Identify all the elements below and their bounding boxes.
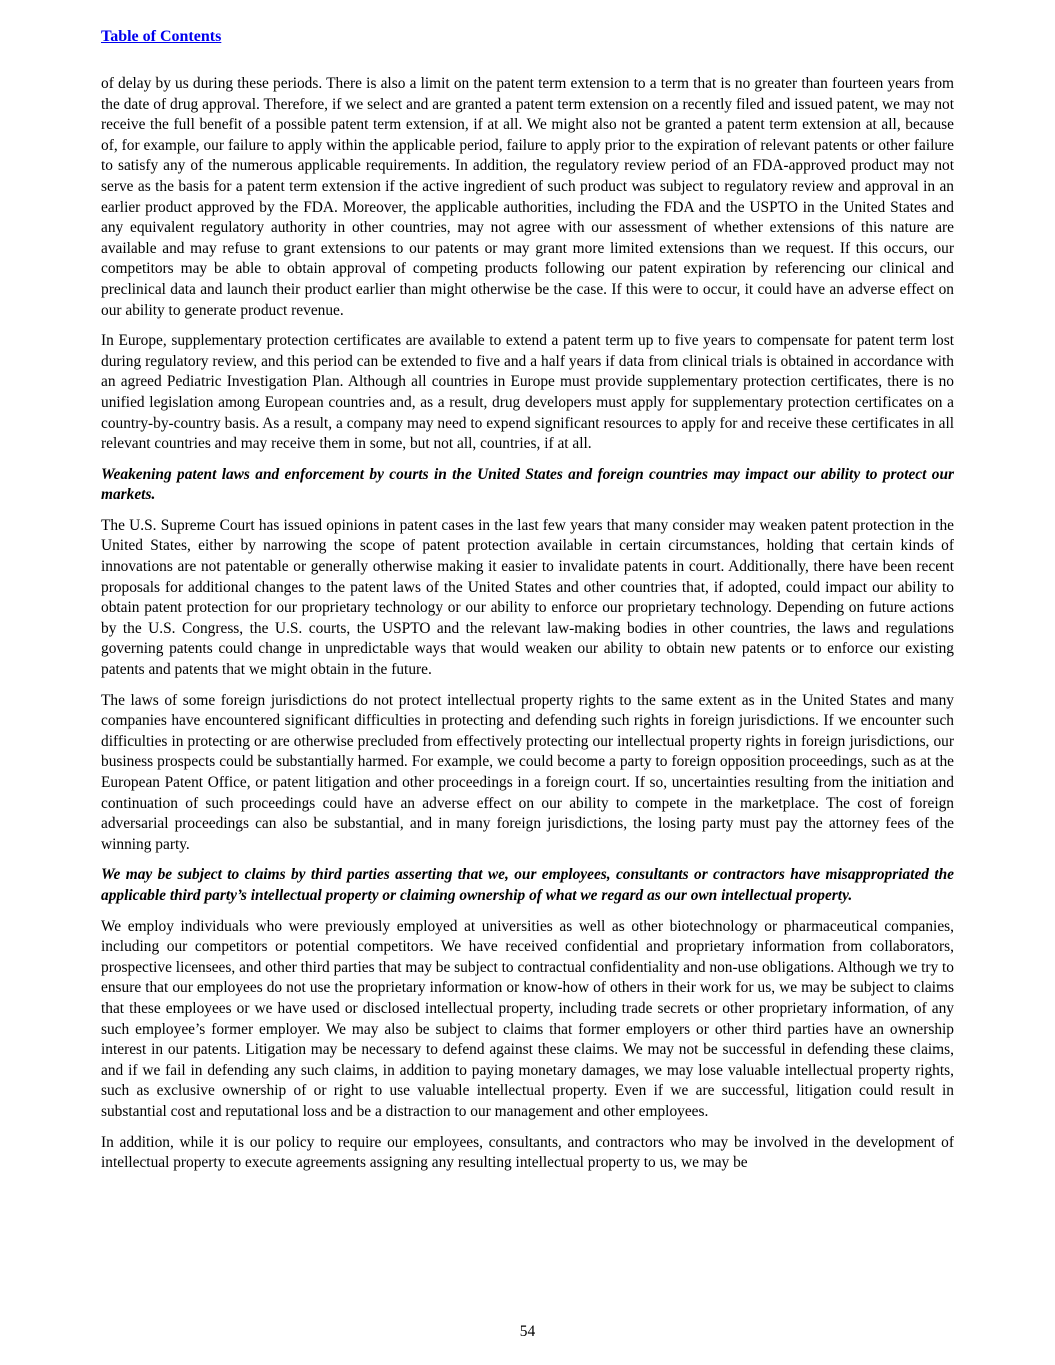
- paragraph-europe-spc: In Europe, supplementary protection certificates are available to extend a patent term up to five years to compensate for patent term lost during regulatory review, and this period can be extended to five and a half years if data from clinical trials is obtained in accordance with an agreed Pediatric Investigation Plan. Although all countries in Europe must provide supplementary protection certificates, there is no unified legislation among European countries and, as a result, drug developers must apply for supplementary protection certificates on a country-by-country basis. As a result, a company may need to expend significant resources to apply for and receive these certificates in all relevant countries and may receive them in some, but not all, countries, if at all.: [101, 332, 954, 453]
- paragraph-assignment-agreements: In addition, while it is our policy to require our employees, consultants, and contractors who may be involved in the development of intellectual property to execute agreements assigning any resulting intellectual property to us, we may be: [101, 1133, 954, 1172]
- risk-heading-weakening-patent-laws: Weakening patent laws and enforcement by courts in the United States and foreign countries may impact our ability to protect our markets.: [101, 465, 954, 504]
- paragraph-employees-claims: We employ individuals who were previously employed at universities as well as other biotechnology or pharmaceutical companies, including our competitors or potential competitors. We have received confidential and proprietary information from collaborators, prospective licensees, and other third parties that may be subject to contractual confidentiality and non-use obligations. Although we try to ensure that our employees do not use the proprietary information or know-how of others in their work for us, we may be subject to claims that these employees or we have used or disclosed intellectual property, including trade secrets or other proprietary information, of any such employee’s former employer. We may also be subject to claims that former employers or other third parties have an ownership interest in our patents. Litigation may be necessary to defend against these claims. We may not be successful in defending these claims, and if we fail in defending any such claims, in addition to paying monetary damages, we may lose valuable intellectual property rights, such as exclusive ownership of or right to use valuable intellectual property. Even if we are successful, litigation could result in substantial cost and reputational loss and be a distraction to our management and other employees.: [101, 917, 954, 1120]
- paragraph-patent-term-extension: of delay by us during these periods. There is also a limit on the patent term extension to a term that is no greater than fourteen years from the date of drug approval. Therefore, if we select and are granted a patent term extension on a recently filed and issued patent, we may not receive the full benefit of a possible patent term extension, if at all. We might also not be granted a patent term extension at all, because of, for example, our failure to apply within the applicable period, failure to apply prior to the expiration of relevant patents or other failure to satisfy any of the numerous applicable requirements. In addition, the regulatory review period of an FDA-approved product may not serve as the basis for a patent term extension if the active ingredient of such product was subject to regulatory review and approval in an earlier product approved by the FDA. Moreover, the applicable authorities, including the FDA and the USPTO in the United States and any equivalent regulatory authority in other countries, may not agree with our assessment of whether extensions of this nature are available and may refuse to grant extensions to our patents or may grant more limited extensions than we request. If this occurs, our competitors may be able to obtain approval of competing products following our patent expiration by referencing our clinical and preclinical data and launch their product earlier than might otherwise be the case. If this were to occur, it could have an adverse effect on our ability to generate product revenue.: [101, 75, 954, 319]
- page-number: 54: [519, 1323, 536, 1340]
- paragraph-foreign-jurisdictions: The laws of some foreign jurisdictions do not protect intellectual property rights to the same extent as in the United States and many companies have encountered significant difficulties in protecting and defending such rights in foreign jurisdictions. If we encounter such difficulties in protecting or are otherwise precluded from effectively protecting our intellectual property rights in foreign jurisdictions, our business prospects could be substantially harmed. For example, we could become a party to foreign opposition proceedings, such as at the European Patent Office, or patent litigation and other proceedings in a foreign court. If so, uncertainties resulting from the initiation and continuation of such proceedings could have an adverse effect on our ability to compete in the marketplace. The cost of foreign adversarial proceedings can also be substantial, and in many foreign jurisdictions, the losing party must pay the attorney fees of the winning party.: [101, 691, 954, 853]
- risk-heading-third-party-claims: We may be subject to claims by third parties asserting that we, our employees, consultants or contractors have misappropriated the applicable third party’s intellectual property or claiming ownership of what we regard as our own intellectual property.: [101, 866, 954, 904]
- document-body: [101, 74, 954, 1184]
- table-of-contents-link[interactable]: Table of Contents: [101, 28, 222, 45]
- paragraph-supreme-court: The U.S. Supreme Court has issued opinions in patent cases in the last few years that many consider may weaken patent protection in the United States, either by narrowing the scope of patent protection available in certain circumstances, holding that certain kinds of innovations are not patentable or generally otherwise making it easier to invalidate patents in court. Additionally, there have been recent proposals for additional changes to the patent laws of the United States and other countries that, if adopted, could impact our ability to obtain patent protection for our proprietary technology or our ability to enforce our proprietary technology. Depending on future actions by the U.S. Congress, the U.S. courts, the USPTO and the relevant law-making bodies in other countries, the laws and regulations governing patents could change in unpredictable ways that would weaken our ability to obtain new patents or to enforce our existing patents and patents that we might obtain in the future.: [101, 516, 954, 679]
